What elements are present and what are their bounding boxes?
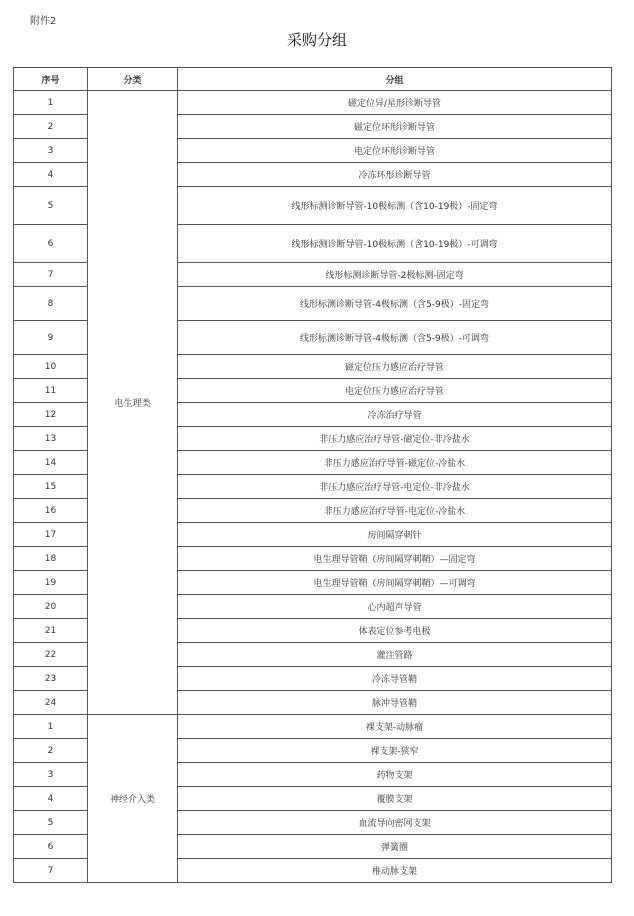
cell-category: 电生理类 — [88, 91, 178, 715]
cell-serial-number: 3 — [14, 139, 88, 163]
cell-group: 线形标测诊断导管-2极标测-固定弯 — [178, 263, 612, 287]
cell-serial-number: 24 — [14, 691, 88, 715]
cell-group: 线形标测诊断导管-10极标测（含10-19极）-可调弯 — [178, 225, 612, 263]
cell-serial-number: 13 — [14, 427, 88, 451]
table-row — [14, 91, 612, 115]
attachment-label: 附件2 — [30, 16, 57, 27]
cell-serial-number: 6 — [14, 225, 88, 263]
cell-serial-number: 15 — [14, 475, 88, 499]
cell-group: 心内超声导管 — [178, 595, 612, 619]
cell-group: 药物支架 — [178, 763, 612, 787]
header-serial-number: 序号 — [14, 68, 88, 91]
cell-group: 线形标测诊断导管-4极标测（含5-9极）-固定弯 — [178, 287, 612, 321]
cell-serial-number: 19 — [14, 571, 88, 595]
cell-serial-number: 2 — [14, 115, 88, 139]
cell-serial-number: 20 — [14, 595, 88, 619]
cell-group: 血流导向密网支架 — [178, 811, 612, 835]
cell-group: 房间隔穿刺针 — [178, 523, 612, 547]
cell-group: 灌注管路 — [178, 643, 612, 667]
cell-group: 覆膜支架 — [178, 787, 612, 811]
cell-group: 非压力感应治疗导管-电定位-非冷盐水 — [178, 475, 612, 499]
cell-serial-number: 3 — [14, 763, 88, 787]
cell-group: 非压力感应治疗导管-磁定位-非冷盐水 — [178, 427, 612, 451]
cell-group: 电定位压力感应治疗导管 — [178, 379, 612, 403]
cell-group: 电生理导管鞘（房间隔穿刺鞘）—可调弯 — [178, 571, 612, 595]
cell-group: 冷冻治疗导管 — [178, 403, 612, 427]
cell-group: 裸支架-狭窄 — [178, 739, 612, 763]
cell-category: 神经介入类 — [88, 715, 178, 883]
cell-serial-number: 22 — [14, 643, 88, 667]
header-group: 分组 — [178, 68, 612, 91]
cell-group: 椎动脉支架 — [178, 859, 612, 883]
page-title: 采购分组 — [286, 31, 347, 49]
cell-group: 电生理导管鞘（房间隔穿刺鞘）—固定弯 — [178, 547, 612, 571]
cell-serial-number: 23 — [14, 667, 88, 691]
cell-serial-number: 7 — [14, 859, 88, 883]
cell-serial-number: 10 — [14, 355, 88, 379]
cell-group: 脉冲导管鞘 — [178, 691, 612, 715]
cell-serial-number: 17 — [14, 523, 88, 547]
cell-group: 磁定位环形诊断导管 — [178, 115, 612, 139]
cell-serial-number: 7 — [14, 263, 88, 287]
cell-serial-number: 9 — [14, 321, 88, 355]
table-header-row — [14, 68, 612, 91]
cell-serial-number: 16 — [14, 499, 88, 523]
cell-serial-number: 5 — [14, 811, 88, 835]
cell-serial-number: 8 — [14, 287, 88, 321]
cell-serial-number: 1 — [14, 91, 88, 115]
cell-serial-number: 1 — [14, 715, 88, 739]
cell-serial-number: 11 — [14, 379, 88, 403]
cell-group: 磁定位异/星形诊断导管 — [178, 91, 612, 115]
table-row — [14, 715, 612, 739]
header-category: 分类 — [88, 68, 178, 91]
cell-group: 体表定位参考电极 — [178, 619, 612, 643]
cell-group: 冷冻导管鞘 — [178, 667, 612, 691]
procurement-group-table — [13, 67, 612, 883]
cell-serial-number: 12 — [14, 403, 88, 427]
cell-group: 冷冻环形诊断导管 — [178, 163, 612, 187]
cell-serial-number: 14 — [14, 451, 88, 475]
cell-serial-number: 21 — [14, 619, 88, 643]
cell-group: 非压力感应治疗导管-磁定位-冷盐水 — [178, 451, 612, 475]
cell-group: 线形标测诊断导管-4极标测（含5-9极）-可调弯 — [178, 321, 612, 355]
cell-serial-number: 5 — [14, 187, 88, 225]
cell-serial-number: 6 — [14, 835, 88, 859]
cell-serial-number: 2 — [14, 739, 88, 763]
cell-group: 电定位环形诊断导管 — [178, 139, 612, 163]
cell-group: 非压力感应治疗导管-电定位-冷盐水 — [178, 499, 612, 523]
cell-group: 磁定位压力感应治疗导管 — [178, 355, 612, 379]
cell-serial-number: 18 — [14, 547, 88, 571]
cell-serial-number: 4 — [14, 787, 88, 811]
cell-group: 弹簧圈 — [178, 835, 612, 859]
cell-serial-number: 4 — [14, 163, 88, 187]
cell-group: 线形标测诊断导管-10极标测（含10-19极）-固定弯 — [178, 187, 612, 225]
cell-group: 裸支架-动脉瘤 — [178, 715, 612, 739]
